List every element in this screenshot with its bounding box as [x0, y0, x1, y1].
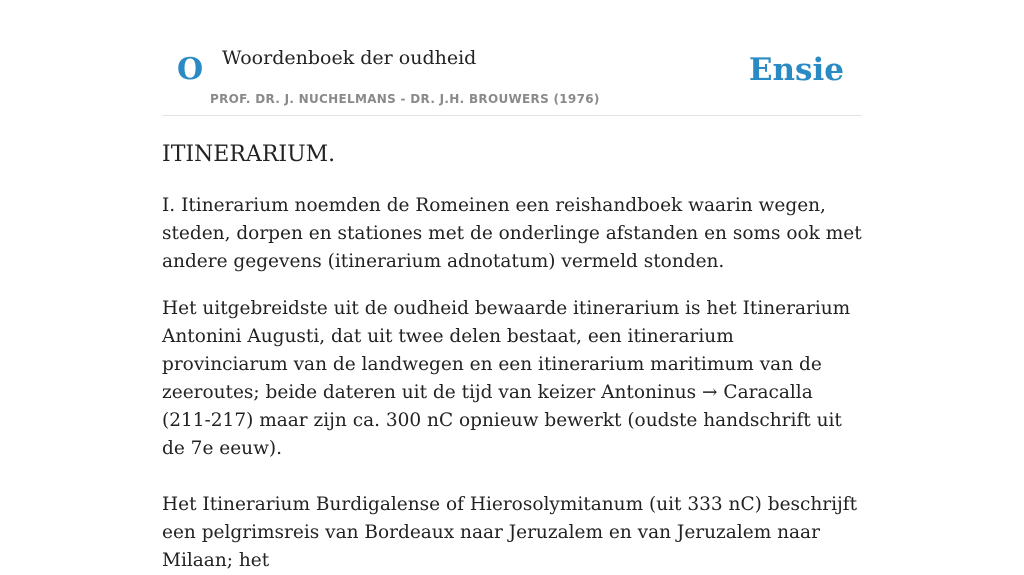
entry-paragraph: Het Itinerarium Burdigalense of Hierosolymitanum (uit 333 nC) beschrijft een pelgrimsreis van Bordeaux naar Jeruzalem en van Jeruzalem naar Milaan; het [162, 494, 858, 571]
entry-title: ITINERARIUM. [162, 142, 336, 167]
dictionary-header [162, 0, 862, 116]
dictionary-title-link[interactable]: Woordenboek der oudheid [222, 47, 477, 69]
letter-index-link[interactable]: O [177, 52, 204, 87]
ensie-logo-link[interactable]: Ensie [748, 52, 844, 88]
entry-paragraph: I. Itinerarium noemden de Romeinen een reishandboek waarin wegen, steden, dorpen en stationes met de onderlinge afstanden en soms ook met andere gegevens (itinerarium adnotatum) vermeld stonden. [162, 195, 862, 272]
entry-paragraph: Het uitgebreidste uit de oudheid bewaarde itinerarium is het Itinerarium Antonini Augusti, dat uit twee delen bestaat, een itinerarium provinciarum van de landwegen en een itinerarium maritimum van de zeeroutes; beide dateren uit de tijd van keizer Antoninus → Caracalla (211-217) maar zijn ca. 300 nC opnieuw bewerkt (oudste handschrift uit de 7e eeuw). [162, 298, 851, 459]
page-container [162, 0, 862, 575]
dictionary-authors: PROF. DR. J. NUCHELMANS - DR. J.H. BROUWERS (1976) [210, 92, 600, 106]
